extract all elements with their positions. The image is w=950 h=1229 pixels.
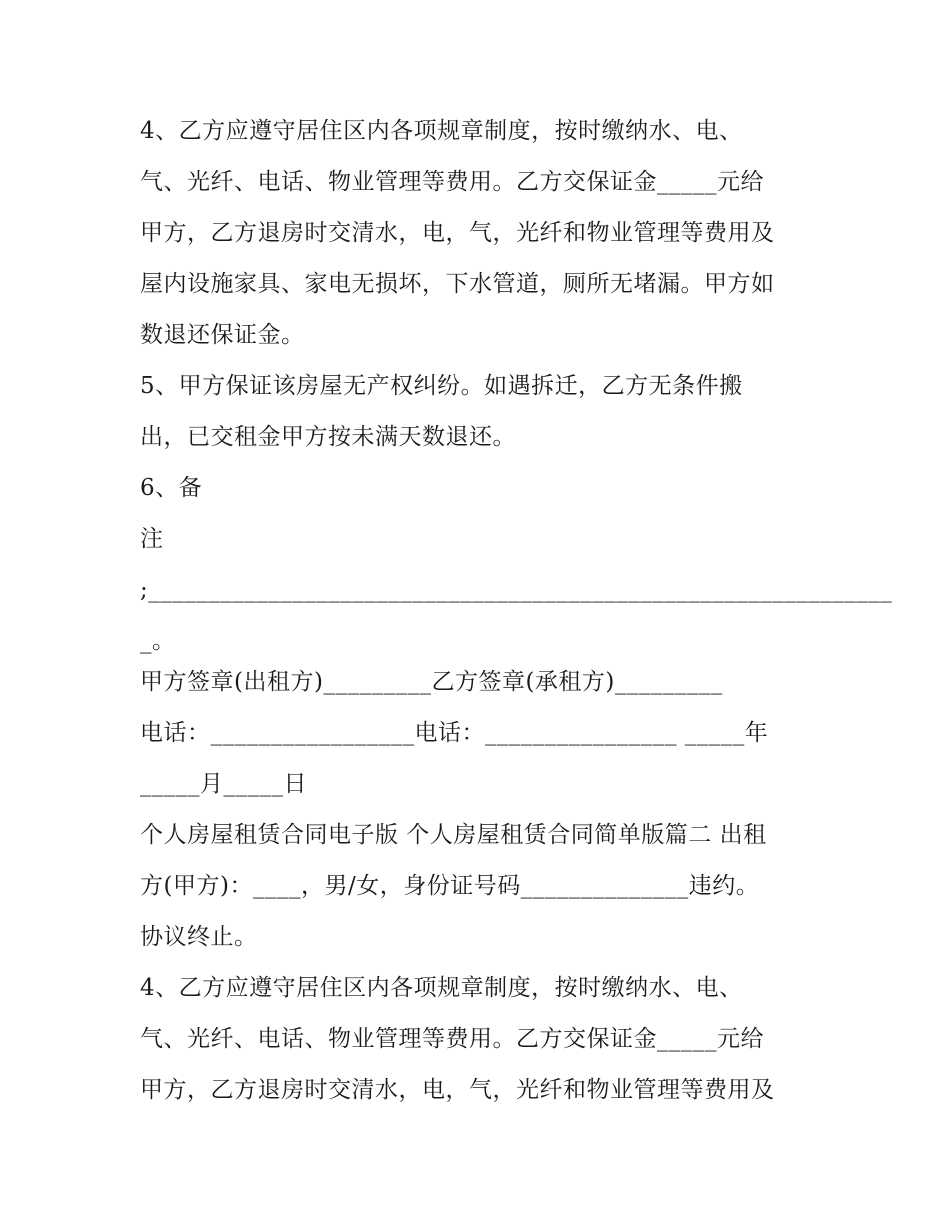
text-line-contract-title: 个人房屋租赁合同电子版 个人房屋租赁合同简单版篇二 出租 — [140, 822, 767, 848]
text-line-repeat-clause-4-1: 4、乙方应遵守居住区内各项规章制度，按时缴纳水、电、 — [140, 975, 743, 1001]
text-line-clause-6-1: 6、备 — [140, 475, 203, 501]
text-line-clause-5-1: 5、甲方保证该房屋无产权纠纷。如遇拆迁，乙方无条件搬 — [140, 373, 743, 399]
text-line-clause-4-4: 屋内设施家具、家电无损坏，下水管道，厕所无堵漏。甲方如 — [140, 271, 775, 297]
text-line-clause-4-2: 气、光纤、电话、物业管理等费用。乙方交保证金_____元给 — [140, 169, 764, 195]
text-line-termination: 协议终止。 — [140, 924, 258, 950]
text-line-party-a: 方(甲方)：____，男/女，身份证号码______________违约。 — [140, 873, 760, 899]
text-line-clause-5-2: 出，已交租金甲方按未满天数退还。 — [140, 424, 516, 450]
text-line-clause-6-2: 注 — [140, 526, 164, 552]
text-line-repeat-clause-4-2: 气、光纤、电话、物业管理等费用。乙方交保证金_____元给 — [140, 1026, 764, 1052]
text-line-clause-4-3: 甲方，乙方退房时交清水，电，气，光纤和物业管理等费用及 — [140, 220, 775, 246]
remarks-blank-line: ;______________________________________________________________ — [140, 577, 893, 603]
text-line-clause-4-1: 4、乙方应遵守居住区内各项规章制度，按时缴纳水、电、 — [140, 118, 743, 144]
signature-line: 甲方签章(出租方)_________乙方签章(承租方)_________ — [140, 669, 723, 695]
text-line-clause-4-5: 数退还保证金。 — [140, 322, 305, 348]
date-line: _____月_____日 — [140, 771, 307, 797]
remarks-blank-end: _。 — [140, 628, 176, 654]
text-line-repeat-clause-4-3: 甲方，乙方退房时交清水，电，气，光纤和物业管理等费用及 — [140, 1077, 775, 1103]
phone-date-line: 电话：_________________电话：________________ _____年 — [140, 720, 769, 746]
